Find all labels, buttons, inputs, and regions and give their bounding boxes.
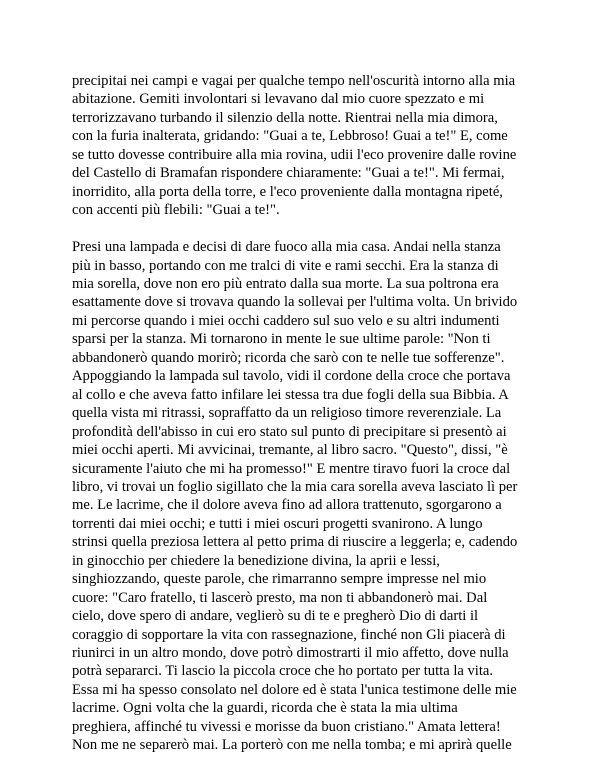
text-line: con accenti più flebili: "Guai a te!". <box>72 202 280 219</box>
text-line: mia sorella, dove non ero più entrato dalla sua morte. La sua poltrona era <box>72 275 499 292</box>
text-line: abbandonerò quando morirò; ricorda che sarò con te nelle tue sofferenze". <box>72 349 505 366</box>
text-line: sicuramente l'aiuto che mi ha promesso!" E mentre tiravo fuori la croce dal <box>72 460 511 477</box>
text-line: precipitai nei campi e vagai per qualche tempo nell'oscurità intorno alla mia <box>72 73 516 89</box>
text-line: miei occhi aperti. Mi avvicinai, tremante, al libro sacro. "Questo", dissi, "è <box>72 442 508 459</box>
text-line: cielo, dove spero di andare, veglierò su di te e pregherò Dio di darti il <box>72 608 479 625</box>
text-line: Non me ne separerò mai. La porterò con me nella tomba; e mi aprirà quelle <box>72 737 512 754</box>
paragraph-2 <box>72 238 532 755</box>
text-line: abitazione. Gemiti involontari si levavano dal mio cuore spezzato e mi <box>72 91 485 108</box>
text-line: singhiozzando, queste parole, che rimarranno sempre impresse nel mio <box>72 571 487 588</box>
text-line: cuore: "Caro fratello, ti lascerò presto, ma non ti abbandonerò mai. Dal <box>72 589 488 606</box>
text-line: quella vista mi ritrassi, sopraffatto da un religioso timore reverenziale. La <box>72 405 502 422</box>
text-line: inorridito, alla porta della torre, e l'eco proveniente dalla montagna ripeté, <box>72 183 503 200</box>
paragraph-1 <box>72 72 532 220</box>
text-line: Presi una lampada e decisi di dare fuoco alla mia casa. Andai nella stanza <box>72 239 501 256</box>
text-line: coraggio di sopportare la vita con rassegnazione, finché non Gli piacerà di <box>72 626 506 643</box>
paragraph-gap <box>72 220 532 238</box>
text-line: mi percorse quando i miei occhi caddero sul suo velo e su altri indumenti <box>72 312 500 329</box>
text-line: libro, vi trovai un foglio sigillato che la mia cara sorella aveva lasciato lì per <box>72 478 518 495</box>
text-line: strinsi quella preziosa lettera al petto prima di riuscire a leggerla; e, cadendo <box>72 534 518 551</box>
text-line: Essa mi ha spesso consolato nel dolore ed è stata l'unica testimone delle mie <box>72 681 517 698</box>
text-line: al collo e che aveva fatto infilare lei stessa tra due fogli della sua Bibbia. A <box>72 386 509 403</box>
text-line: terrorizzavano turbando il silenzio della notte. Rientrai nella mia dimora, <box>72 109 498 126</box>
text-line: esattamente dove si trovava quando la sollevai per l'ultima volta. Un brivido <box>72 294 518 311</box>
text-line: in ginocchio per chiedere la benedizione divina, la aprii e lessi, <box>72 552 440 569</box>
text-line: me. Le lacrime, che il dolore aveva fino ad allora trattenuto, sgorgarono a <box>72 497 502 514</box>
body-text <box>72 72 532 755</box>
text-line: riunirci in un altro mondo, dove potrò dimostrarti il mio affetto, dove nulla <box>72 645 509 662</box>
text-line: preghiera, affinché tu vivessi e morisse da buon cristiano." Amata lettera! <box>72 718 501 735</box>
text-line: potrà separarci. Ti lascio la piccola croce che ho portato per tutta la vita. <box>72 663 494 680</box>
text-line: sparsi per la stanza. Mi tornarono in mente le sue ultime parole: "Non ti <box>72 331 491 348</box>
text-line: se tutto dovesse contribuire alla mia rovina, udii l'eco provenire dalle rovine <box>72 146 517 163</box>
text-line: del Castello di Bramafan rispondere chiaramente: "Guai a te!". Mi fermai, <box>72 165 505 182</box>
text-line: torrenti dai miei occhi; e tutti i miei oscuri progetti svanirono. A lungo <box>72 515 483 532</box>
text-line: profondità dell'abisso in cui ero stato sul punto di precipitare si presentò ai <box>72 423 507 440</box>
text-line: lacrime. Ogni volta che la guardi, ricorda che è stata la mia ultima <box>72 700 458 717</box>
text-line: Appoggiando la lampada sul tavolo, vidi il cordone della croce che portava <box>72 368 511 385</box>
text-line: con la furia inalterata, gridando: "Guai a te, Lebbroso! Guai a te!" E, come <box>72 128 508 145</box>
text-line: più in basso, portando con me tralci di vite e rami secchi. Era la stanza di <box>72 257 499 274</box>
